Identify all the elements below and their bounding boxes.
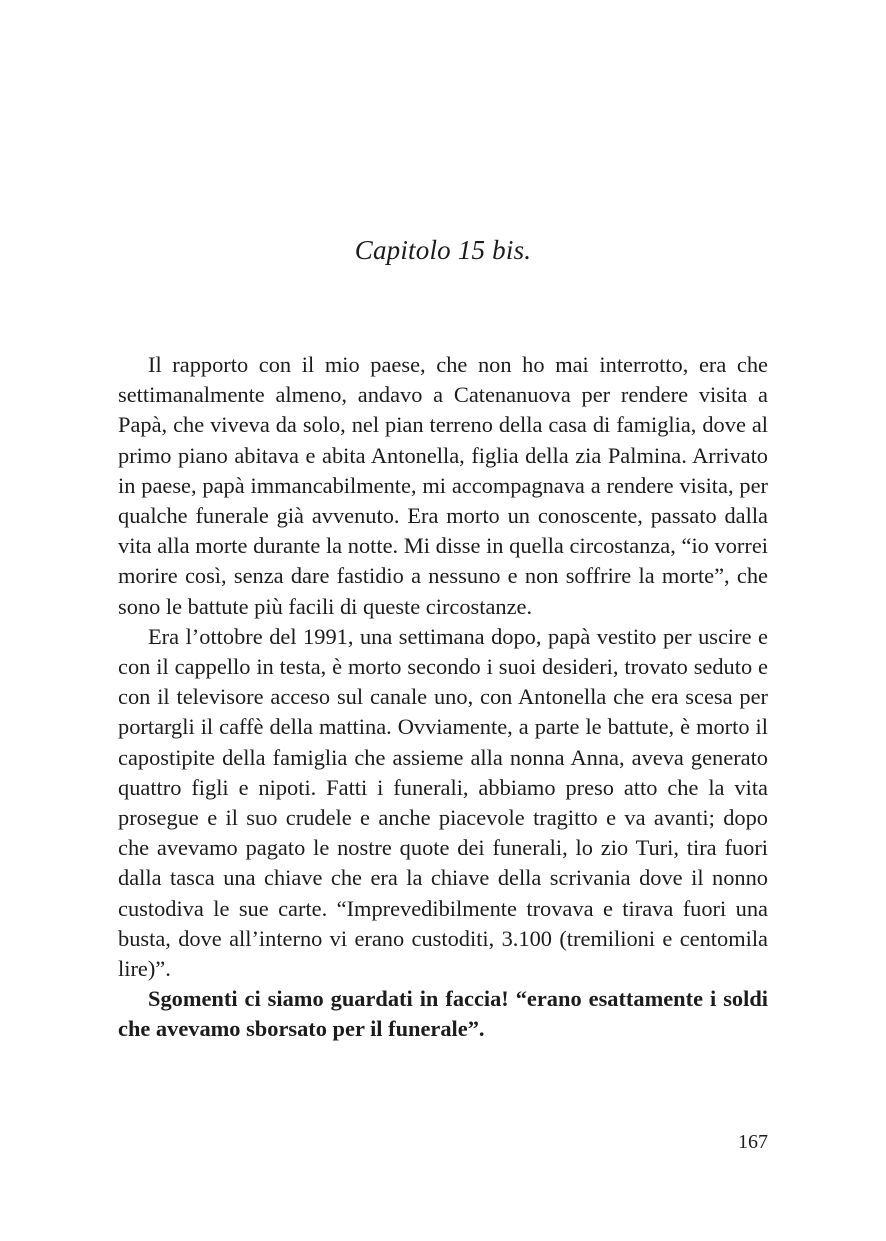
page-number: 167 — [738, 1131, 768, 1153]
body-text — [118, 350, 768, 1045]
paragraph-1: Il rapporto con il mio paese, che non ho mai interrotto, era che settimanalmente almeno, andavo a Catenanuova per rendere visita a Papà, che viveva da solo, nel pian terreno della casa di famiglia, dove al primo piano abitava e abita Antonella, figlia della zia Palmina. Arrivato in paese, papà immancabilmente, mi accompagnava a rendere visita, per qualche funerale già avvenuto. Era morto un conoscente, passato dalla vita alla morte durante la notte. Mi disse in quella circostanza, “io vorrei morire così, senza dare fastidio a nessuno e non soffrire la morte”, che sono le battute più facili di queste circostanze. — [118, 352, 768, 619]
chapter-title: Capitolo 15 bis. — [354, 235, 532, 265]
paragraph-2: Era l’ottobre del 1991, una settimana dopo, papà vestito per uscire e con il cappello in testa, è morto secondo i suoi desideri, trovato seduto e con il televisore acceso sul canale uno, con Antonella che era scesa per portargli il caffè della mattina. Ovviamente, a parte le battute, è morto il capostipite della famiglia che assieme alla nonna Anna, aveva generato quattro figli e nipoti. Fatti i funerali, abbiamo preso atto che la vita prosegue e il suo crudele e anche piacevole tragitto e va avanti; dopo che avevamo pagato le nostre quote dei funerali, lo zio Turi, tira fuori dalla tasca una chiave che era la chiave della scrivania dove il nonno custodiva le sue carte. “Imprevedibilmente trovava e tirava fuori una busta, dove all’interno vi erano custoditi, 3.100 (tremilioni e centomila lire)”. — [118, 623, 768, 982]
paragraph-3-bold: Sgomenti ci siamo guardati in faccia! “erano esattamente i soldi che avevamo sborsato per il funerale”. — [118, 986, 768, 1042]
